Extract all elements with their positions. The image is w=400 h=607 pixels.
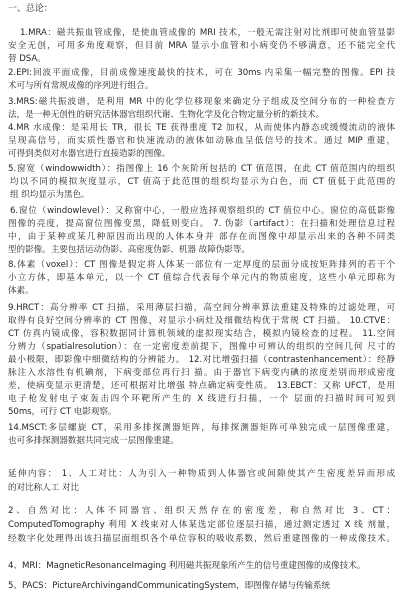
- text-line: 最小极限，即影像中细微结构的分辨能力。 12.对比增强扫描（contrastenhancement）：经静: [8, 355, 395, 365]
- text-line: 14.MSCT:多层螺旋 CT，采用多排探测器矩阵，每排探测器矩阵可单独完成一层图像重建，: [8, 423, 395, 433]
- section-heading: 一、总论：: [8, 4, 53, 14]
- text-line: 经数字化处理得出该扫描层面组织各个单位容积的吸收系数，然后重建图像的一种成像技术。: [8, 534, 395, 544]
- text-line: 中，由于某种或某几种原因而出现的人体本身并 部存在而图像中却显示出来的各种不同类: [8, 232, 395, 242]
- text-line: 组 织均显示为黑色。: [10, 190, 90, 200]
- text-line: 4、MRI：MagneticResonanceImaging 利用磁共振现象所产生的信号重建图像的成像技术。: [8, 561, 366, 571]
- text-line: 呈现高信号，而实质性器官和快速流动的液体如动脉血呈低信号的技术。通过 MIP 重建，: [8, 136, 395, 146]
- text-line: 分辨力（spatialresolution）：在一定密度差前提下，图像中可辨认的组织的空间几何 尺寸的: [8, 342, 395, 352]
- text-line: 也可多排探测器数据共同完成一层图像重建。: [8, 436, 179, 446]
- text-line: 脉注入水溶性有机碘剂，下病变部位再行扫 描。由于器官下病变内碘的浓度差别而形成密度: [8, 368, 395, 378]
- text-line: 2.EPI:回波平面成像，目前成像速度最快的技术，可在 30ms 内采集一幅完整的图像。EPI 技: [8, 68, 395, 78]
- text-line: 体素。: [8, 286, 34, 296]
- text-line: 6.窗位（windowlevel）：又称窗中心，一般应选择观察组织的 CT 值位中心。窗位的高低影像: [10, 206, 395, 216]
- text-line: 可得到类似对水器官进行直接造影的图像。: [8, 149, 171, 159]
- text-line: CT 仿真内镜成像，容积数据同计算机领域的虚拟现实结合，模拟内镜检查的过程。 11.空间: [8, 329, 395, 339]
- text-line: 延伸内容： 1、人工对比：人为引入一种物质到人体器官或间隙使其产生密度差异而形成: [8, 469, 395, 479]
- text-line: 差，使病变显示更清楚，还可根据对比增强 特点确定病变性质。 13.EBCT：又称 UFCT，是用: [8, 381, 395, 391]
- text-line: 图像的亮度，提高窗位图像变黑，降低则变白。 7. 伪影（artifact）：在扫描和处理信息过程: [8, 219, 395, 229]
- text-line: 替 DSA。: [8, 54, 46, 64]
- text-line: 电子枪发射电子束轰击四个环靶所产生的 X 线进行扫描，一个 层面的扫描时间可短到: [8, 394, 395, 404]
- text-line: 法，是一种无创性的研究活体器官组织代谢、生物化学及化合物定量分析的新技术。: [8, 110, 325, 120]
- text-line: 8.体素（voxel）：CT 图像是假定将人体某一部位有一定厚度的层面分成按矩阵排列的若干个: [8, 260, 395, 270]
- text-line: 的对比称人工 对比: [8, 483, 80, 493]
- text-line: 取得有良好空间分辨率的 CT 图像，对显示小病灶及细微结构优于常规 CT 扫描。 10.CTVE：: [8, 316, 395, 326]
- text-line: 安全无创，可用多角度观察，但目前 MRA 显示小血管和小病变仍不够满意，还不能完全代: [8, 41, 395, 51]
- text-line: 1.MRA：磁共振血管成像，是使血管成像的 MRI 技术，一般无需注射对比剂即可使血管显影: [20, 28, 395, 38]
- text-line: 术可与所有常规成像的序列进行组合。: [8, 81, 154, 91]
- text-line: 型的影像。主要包括运动伪影、高密度伪影、机器 故障伪影等。: [8, 245, 250, 255]
- text-line: 9.HRCT：高分辨率 CT 扫描，采用薄层扫描，高空间分辨率算法重建及特殊的过滤处理，可: [8, 303, 395, 313]
- text-line: 均以不同的模拟灰度显示，CT 值高于此范围的组织均显示为白色，而 CT 值低于此范围的: [10, 177, 395, 187]
- text-line: 5、PACS：PictureArchivingandCommunicatingSystem，即图像存储与传输系统: [8, 581, 331, 591]
- text-line: 2、自然对比：人体不同器官、组织天然存在的密度差，称自然对比 3、CT：: [8, 506, 395, 516]
- text-line: ComputedTomography 利用 X 线束对人体某选定部位逐层扫描，通过测定透过 X 线 剂量，: [8, 520, 395, 530]
- text-line: 50ms，可行 CT 电影观察。: [8, 407, 117, 417]
- text-line: 3.MRS:磁共振波谱，是利用 MR 中的化学位移现象来确定分子组成及空间分布的一种检查方: [8, 97, 395, 107]
- text-line: 5.窗宽（windowwidth）：指图像上 16 个灰阶所包括的 CT 值范围，在此 CT 值范围内的组织: [8, 164, 395, 174]
- text-line: 小立方体，即基本单元，以一个 CT 值综合代表每个单元内的物质密度，这些小单元即称为: [8, 273, 395, 283]
- text-line: 4.MR 水成像：是采用长 TR，很长 TE 获得重度 T2 加权，从而使体内静态或缓慢流动的液体: [8, 123, 395, 133]
